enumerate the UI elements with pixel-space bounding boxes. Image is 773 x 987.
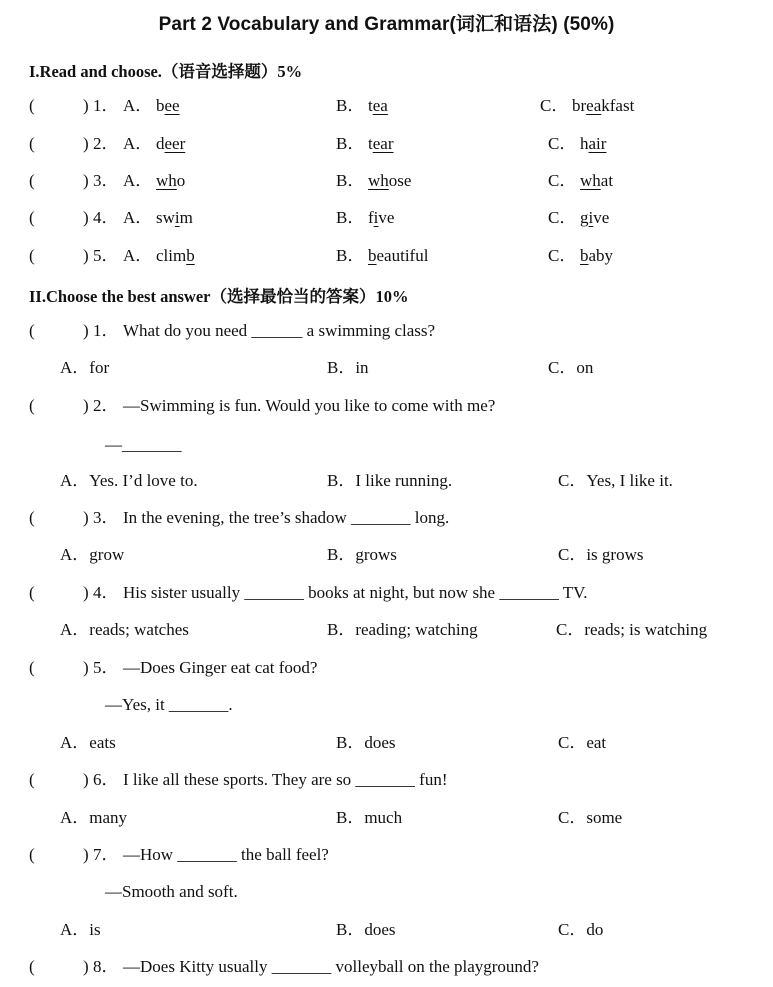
reply-text: —_______ [105, 435, 182, 454]
page-title: Part 2 Vocabulary and Grammar(词汇和语法) (50%) [158, 14, 615, 35]
option-a-word[interactable] [156, 206, 193, 230]
option-b-label[interactable]: B． [336, 96, 365, 115]
answer-paren-open[interactable]: ( [29, 321, 35, 340]
option-c-word[interactable] [580, 132, 606, 156]
phonics-row [0, 169, 773, 193]
word-part: clim [156, 246, 187, 265]
word-part: d [156, 134, 165, 153]
question-row [0, 955, 773, 979]
option-a[interactable]: A．reads; watches [60, 620, 189, 639]
answer-paren-close: ) [83, 508, 89, 527]
question-text: —How _______ the ball feel? [123, 845, 329, 864]
option-b[interactable]: B．in [327, 358, 369, 377]
underlined-letters: wh [580, 171, 601, 190]
option-b[interactable]: B．does [336, 733, 396, 752]
word-part: o [176, 171, 186, 190]
question-text: His sister usually _______ books at night, but now she _______ TV. [123, 583, 588, 602]
word-part: br [572, 96, 587, 115]
question-row [0, 506, 773, 530]
underlined-letters: wh [368, 171, 389, 190]
option-a-label[interactable]: A． [123, 208, 153, 227]
option-b[interactable]: B．much [336, 808, 403, 827]
question-text: What do you need ______ a swimming class? [123, 321, 436, 340]
question-number: 2． [93, 134, 119, 153]
word-part: g [580, 208, 589, 227]
underlined-letters: b [580, 246, 589, 265]
question-text: In the evening, the tree’s shadow _______ long. [123, 508, 450, 527]
phonics-row [0, 94, 773, 118]
answer-paren-close: ) [83, 583, 89, 602]
word-part: ve [593, 208, 610, 227]
underlined-letters: ear [372, 134, 394, 153]
answer-paren-open[interactable]: ( [29, 171, 35, 190]
option-a-label[interactable]: A． [123, 96, 153, 115]
option-c[interactable]: C．on [548, 358, 594, 377]
answer-paren-close: ) [83, 770, 89, 789]
question-number: 8． [93, 957, 119, 976]
word-part: eautiful [376, 246, 429, 265]
option-a-word[interactable] [156, 169, 185, 193]
answer-paren-open[interactable]: ( [29, 134, 35, 153]
answer-paren-close: ) [83, 396, 89, 415]
question-number: 6． [93, 770, 119, 789]
option-b-label[interactable]: B． [336, 134, 365, 153]
question-number: 5． [93, 246, 119, 265]
option-a-word[interactable] [156, 244, 195, 268]
phonics-row [0, 206, 773, 230]
reply-row [0, 880, 773, 904]
answer-paren-open[interactable]: ( [29, 96, 35, 115]
option-a-word[interactable] [156, 94, 180, 118]
question-number: 5． [93, 658, 119, 677]
option-b-word[interactable] [368, 244, 428, 268]
option-c-word[interactable] [580, 169, 613, 193]
underlined-letters: eer [164, 134, 186, 153]
underlined-letters: ea [372, 96, 388, 115]
option-b-word[interactable] [368, 169, 411, 193]
question-number: 4． [93, 583, 119, 602]
answer-paren-close: ) [83, 171, 89, 190]
question-text: —Does Kitty usually _______ volleyball on the playground? [123, 957, 539, 976]
question-row [0, 656, 773, 680]
option-c[interactable]: C．reads; is watching [556, 620, 708, 639]
answer-paren-open[interactable]: ( [29, 957, 35, 976]
section-1-heading: I.Read and choose.（语音选择题）5% [29, 62, 303, 81]
option-c[interactable]: C．some [558, 808, 623, 827]
question-number: 4． [93, 208, 119, 227]
answer-paren-close: ) [83, 321, 89, 340]
option-b[interactable]: B．does [336, 920, 396, 939]
option-c-word[interactable] [580, 244, 613, 268]
option-b-label[interactable]: B． [336, 208, 365, 227]
option-b[interactable]: B．I like running. [327, 471, 453, 490]
option-a[interactable]: A．Yes. I’d love to. [60, 471, 198, 490]
answer-paren-close: ) [83, 208, 89, 227]
reply-row [0, 433, 773, 457]
option-b-label[interactable]: B． [336, 171, 365, 190]
word-part: m [179, 208, 193, 227]
question-number: 3． [93, 508, 119, 527]
option-a-label[interactable]: A． [123, 134, 153, 153]
options-row [0, 731, 773, 755]
option-c-word[interactable] [572, 94, 634, 118]
answer-paren-open[interactable]: ( [29, 845, 35, 864]
answer-paren-open[interactable]: ( [29, 508, 35, 527]
answer-paren-open[interactable]: ( [29, 658, 35, 677]
question-number: 1． [93, 96, 119, 115]
answer-paren-close: ) [83, 845, 89, 864]
option-c-word[interactable] [580, 206, 609, 230]
option-c-label[interactable]: C． [540, 96, 569, 115]
reply-row [0, 693, 773, 717]
option-a[interactable]: A．for [60, 358, 110, 377]
option-b-word[interactable] [368, 132, 394, 156]
underlined-letters: i [588, 208, 594, 227]
option-b-label[interactable]: B． [336, 246, 365, 265]
word-part: ve [378, 208, 395, 227]
underlined-letters: wh [156, 171, 177, 190]
word-part: at [600, 171, 614, 190]
answer-paren-close: ) [83, 957, 89, 976]
option-c-label[interactable]: C． [548, 246, 577, 265]
word-part: f [368, 208, 374, 227]
reply-text: —Yes, it _______. [105, 695, 233, 714]
option-a-label[interactable]: A． [123, 171, 153, 190]
answer-paren-close: ) [83, 658, 89, 677]
underlined-letters: air [588, 134, 607, 153]
word-part: kfast [601, 96, 635, 115]
options-row [0, 918, 773, 942]
underlined-letters: i [174, 208, 180, 227]
phonics-row [0, 244, 773, 268]
options-row [0, 806, 773, 830]
underlined-letters: b [186, 246, 195, 265]
question-row [0, 581, 773, 605]
question-row [0, 319, 773, 343]
options-row [0, 356, 773, 380]
word-part: ose [388, 171, 412, 190]
underlined-letters: ee [164, 96, 180, 115]
reply-text: —Smooth and soft. [105, 882, 238, 901]
question-row [0, 843, 773, 867]
option-a[interactable]: A．grow [60, 545, 125, 564]
answer-paren-close: ) [83, 246, 89, 265]
answer-paren-open[interactable]: ( [29, 246, 35, 265]
question-row [0, 394, 773, 418]
options-row [0, 469, 773, 493]
question-row [0, 768, 773, 792]
option-a-word[interactable] [156, 132, 185, 156]
word-part: t [368, 96, 373, 115]
question-text: —Does Ginger eat cat food? [123, 658, 318, 677]
question-number: 1． [93, 321, 119, 340]
option-a[interactable]: A．is [60, 920, 101, 939]
answer-paren-open[interactable]: ( [29, 208, 35, 227]
answer-paren-close: ) [83, 96, 89, 115]
option-a[interactable]: A．eats [60, 733, 116, 752]
option-c-label[interactable]: C． [548, 171, 577, 190]
word-part: sw [156, 208, 175, 227]
option-b[interactable]: B．grows [327, 545, 397, 564]
option-b[interactable]: B．reading; watching [327, 620, 478, 639]
options-row [0, 543, 773, 567]
option-c[interactable]: C．Yes, I like it. [558, 471, 673, 490]
options-row [0, 618, 773, 642]
question-number: 7． [93, 845, 119, 864]
answer-paren-open[interactable]: ( [29, 396, 35, 415]
option-c[interactable]: C．do [558, 920, 604, 939]
option-c[interactable]: C．eat [558, 733, 607, 752]
underlined-letters: i [373, 208, 379, 227]
option-c[interactable]: C．is grows [558, 545, 644, 564]
option-c-label[interactable]: C． [548, 208, 577, 227]
answer-paren-open[interactable]: ( [29, 770, 35, 789]
section-2-heading: II.Choose the best answer（选择最恰当的答案）10% [29, 287, 409, 306]
underlined-letters: b [368, 246, 377, 265]
option-a-label[interactable]: A． [123, 246, 153, 265]
phonics-row [0, 132, 773, 156]
word-part: b [156, 96, 165, 115]
question-text: I like all these sports. They are so _______ fun! [123, 770, 448, 789]
word-part: t [368, 134, 373, 153]
question-text: —Swimming is fun. Would you like to come with me? [123, 396, 496, 415]
answer-paren-open[interactable]: ( [29, 583, 35, 602]
underlined-letters: ea [586, 96, 602, 115]
option-c-label[interactable]: C． [548, 134, 577, 153]
option-a[interactable]: A．many [60, 808, 128, 827]
word-part: h [580, 134, 589, 153]
option-b-word[interactable] [368, 94, 388, 118]
word-part: aby [588, 246, 614, 265]
answer-paren-close: ) [83, 134, 89, 153]
question-number: 2． [93, 396, 119, 415]
option-b-word[interactable] [368, 206, 394, 230]
question-number: 3． [93, 171, 119, 190]
